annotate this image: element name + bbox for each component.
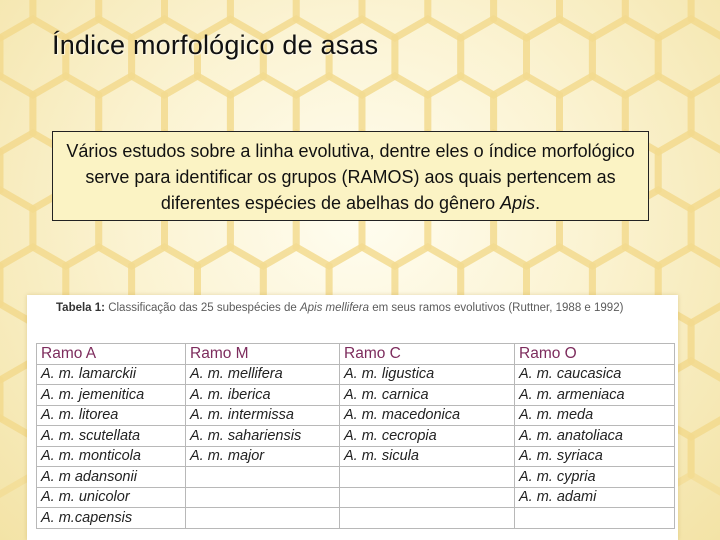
table-cell: A. m. macedonica xyxy=(340,405,515,426)
table-cell: A. m. ligustica xyxy=(340,364,515,385)
table-row xyxy=(37,508,675,529)
table-row xyxy=(37,446,675,467)
table-cell: A. m. sicula xyxy=(340,446,515,467)
table-cell: A. m. armeniaca xyxy=(515,385,675,406)
table-row xyxy=(37,487,675,508)
table-figure xyxy=(27,295,678,540)
table-cell: A. m.capensis xyxy=(37,508,186,529)
table-caption xyxy=(56,301,674,315)
honeycomb-cell xyxy=(625,0,691,38)
table-cell xyxy=(515,508,675,529)
table-cell: A. m. caucasica xyxy=(515,364,675,385)
table-cell: A. m. cecropia xyxy=(340,426,515,447)
table-cell xyxy=(340,487,515,508)
honeycomb-cell xyxy=(691,418,720,494)
header-ramo-a: Ramo A xyxy=(37,344,186,365)
info-callout xyxy=(52,131,649,221)
table-row xyxy=(37,467,675,488)
honeycomb-cell xyxy=(560,0,626,38)
table-cell: A. m. scutellata xyxy=(37,426,186,447)
table-cell: A. m. litorea xyxy=(37,405,186,426)
caption-label: Tabela 1: xyxy=(56,302,105,314)
caption-species: Apis mellifera xyxy=(299,302,370,314)
table-cell: A. m adansonii xyxy=(37,467,186,488)
table-cell: A. m. mellifera xyxy=(186,364,340,385)
header-ramo-m: Ramo M xyxy=(186,344,340,365)
table-cell xyxy=(340,508,515,529)
callout-text: Vários estudos sobre a linha evolutiva, dentre eles o índice morfológico serve para identificar os grupos (RAMOS) aos quais pertencem as diferentes espécies de abelhas do gênero xyxy=(66,141,635,213)
table-cell: A. m. adami xyxy=(515,487,675,508)
table-cell: A. m. iberica xyxy=(186,385,340,406)
table-row xyxy=(37,405,675,426)
ramos-table xyxy=(36,343,675,529)
callout-emphasis: Apis xyxy=(500,193,536,213)
table-cell: A. m. major xyxy=(186,446,340,467)
table-cell xyxy=(340,467,515,488)
table-header-row xyxy=(37,344,675,365)
table-cell xyxy=(186,467,340,488)
table-cell: A. m. meda xyxy=(515,405,675,426)
table-cell xyxy=(186,508,340,529)
table-cell: A. m. lamarckii xyxy=(37,364,186,385)
table-row xyxy=(37,364,675,385)
table-cell: A. m. syriaca xyxy=(515,446,675,467)
table-row xyxy=(37,426,675,447)
honeycomb-cell xyxy=(428,0,494,38)
table-cell: A. m. anatoliaca xyxy=(515,426,675,447)
header-ramo-o: Ramo O xyxy=(515,344,675,365)
table-cell: A. m. jemenitica xyxy=(37,385,186,406)
table-row xyxy=(37,385,675,406)
page-title: Índice morfológico de asas xyxy=(52,30,379,60)
header-ramo-c: Ramo C xyxy=(340,344,515,365)
caption-text: Classificação das 25 subespécies de xyxy=(105,302,300,314)
caption-end: em seus ramos evolutivos (Ruttner, 1988 e 1992) xyxy=(369,302,624,314)
table-cell: A. m. cypria xyxy=(515,467,675,488)
table-cell: A. m. carnica xyxy=(340,385,515,406)
table-cell: A. m. monticola xyxy=(37,446,186,467)
table-cell xyxy=(186,487,340,508)
callout-end: . xyxy=(535,193,541,213)
table-cell: A. m. unicolor xyxy=(37,487,186,508)
honeycomb-cell xyxy=(494,0,560,38)
table-cell: A. m. intermissa xyxy=(186,405,340,426)
table-cell: A. m. sahariensis xyxy=(186,426,340,447)
